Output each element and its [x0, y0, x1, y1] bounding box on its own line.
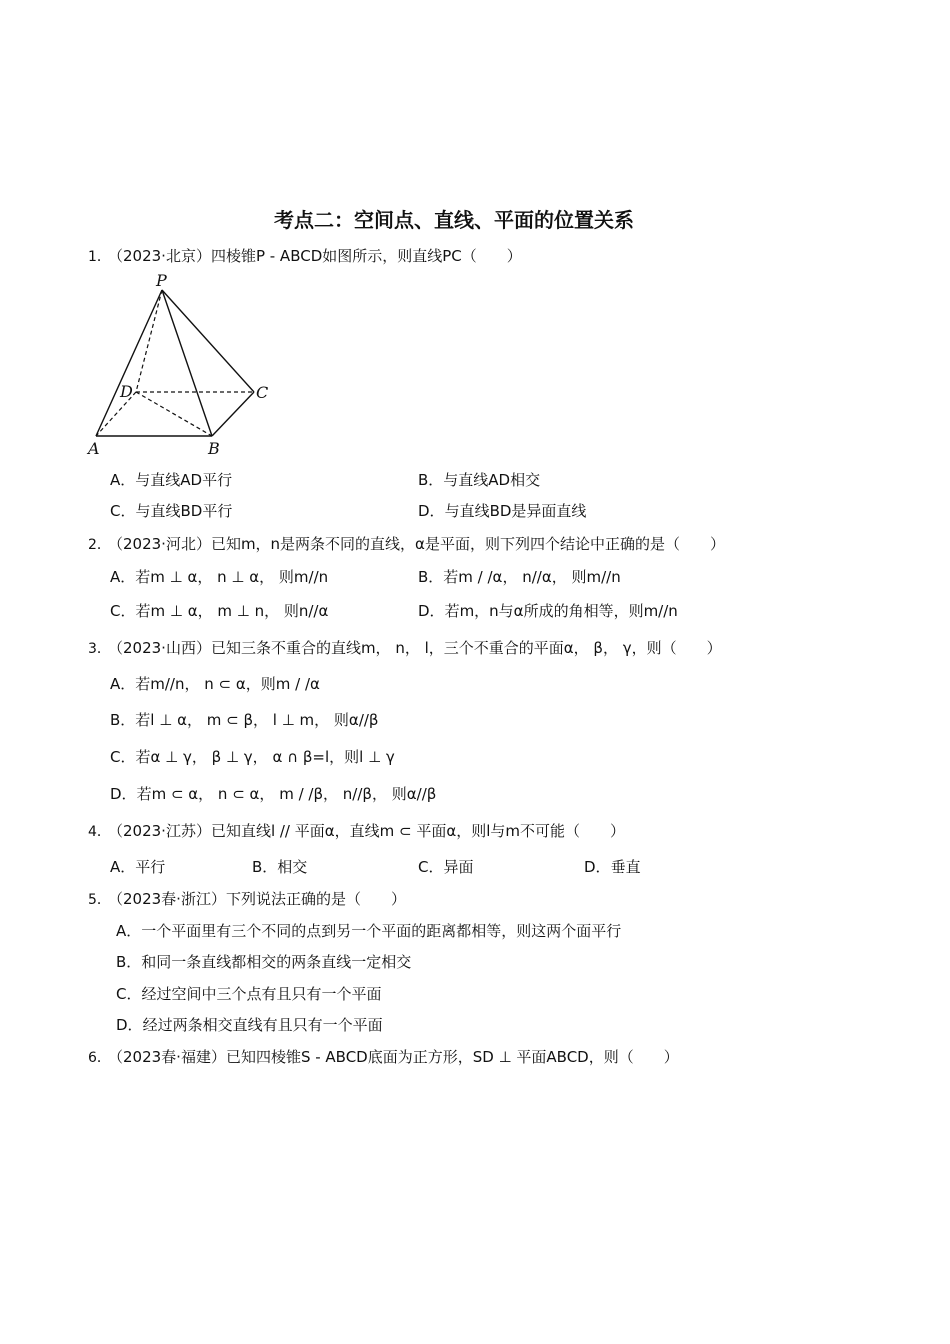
question-number: 2． — [88, 537, 111, 553]
vertex-label-C: C — [256, 383, 269, 402]
option[interactable]: A．与直线AD平行 — [110, 471, 233, 489]
vertex-label-B: B — [208, 439, 220, 458]
option[interactable]: C．若m ⊥ α， m ⊥ n， 则n//α — [110, 602, 329, 620]
option[interactable]: D．若m，n与α所成的角相等，则m//n — [418, 602, 678, 620]
question-stem: （2023·河北）已知m，n是两条不同的直线，α是平面，则下列四个结论中正确的是（ ） — [108, 535, 725, 553]
option[interactable]: B．若l ⊥ α， m ⊂ β， l ⊥ m， 则α//β — [110, 711, 379, 729]
option[interactable]: B．与直线AD相交 — [418, 471, 541, 489]
option[interactable]: C．若α ⊥ γ， β ⊥ γ， α ∩ β=l，则l ⊥ γ — [110, 748, 395, 766]
edge-BC — [212, 392, 254, 436]
vertex-label-A: A — [88, 439, 100, 458]
question-stem: （2023春·福建）已知四棱锥S - ABCD底面为正方形，SD ⊥ 平面ABCD，则（ ） — [108, 1048, 679, 1066]
option[interactable]: B．和同一条直线都相交的两条直线一定相交 — [116, 953, 412, 971]
option[interactable]: D．垂直 — [584, 858, 641, 876]
question-stem: （2023·北京）四棱锥P - ABCD如图所示，则直线PC（ ） — [108, 247, 522, 265]
option[interactable]: C．经过空间中三个点有且只有一个平面 — [116, 985, 382, 1003]
edge-PC — [162, 290, 254, 392]
option[interactable]: A．若m ⊥ α， n ⊥ α， 则m//n — [110, 568, 329, 586]
option[interactable]: A．一个平面里有三个不同的点到另一个平面的距离都相等，则这两个面平行 — [116, 922, 622, 940]
option[interactable]: C．与直线BD平行 — [110, 502, 233, 520]
edge-PA — [96, 290, 162, 436]
question-stem: （2023春·浙江）下列说法正确的是（ ） — [108, 890, 406, 908]
question-number: 5． — [88, 892, 111, 908]
option[interactable]: A．平行 — [110, 858, 166, 876]
option[interactable]: D．与直线BD是异面直线 — [418, 502, 587, 520]
option[interactable]: D．若m ⊂ α， n ⊂ α， m / /β， n//β， 则α//β — [110, 785, 437, 803]
option[interactable]: A．若m//n， n ⊂ α，则m / /α — [110, 675, 320, 693]
option[interactable]: B．若m / /α， n//α， 则m//n — [418, 568, 621, 586]
vertex-label-P: P — [156, 271, 167, 290]
option[interactable]: C．异面 — [418, 858, 474, 876]
question-stem: （2023·江苏）已知直线l // 平面α，直线m ⊂ 平面α，则l与m不可能（ ） — [108, 822, 626, 840]
option[interactable]: B．相交 — [252, 858, 308, 876]
edge-DB-hidden — [136, 392, 212, 436]
question-stem: （2023·山西）已知三条不重合的直线m， n， l，三个不重合的平面α， β， γ，则（ ） — [108, 639, 722, 657]
edge-PD-hidden — [136, 290, 162, 392]
question-number: 1． — [88, 249, 111, 265]
option[interactable]: D．经过两条相交直线有且只有一个平面 — [116, 1016, 383, 1034]
question-number: 6． — [88, 1050, 111, 1066]
vertex-label-D: D — [120, 382, 133, 401]
edge-PB — [162, 290, 212, 436]
question-number: 3． — [88, 641, 111, 657]
page-title: 考点二：空间点、直线、平面的位置关系 — [274, 208, 634, 232]
pyramid-figure — [80, 270, 280, 465]
question-number: 4． — [88, 824, 111, 840]
